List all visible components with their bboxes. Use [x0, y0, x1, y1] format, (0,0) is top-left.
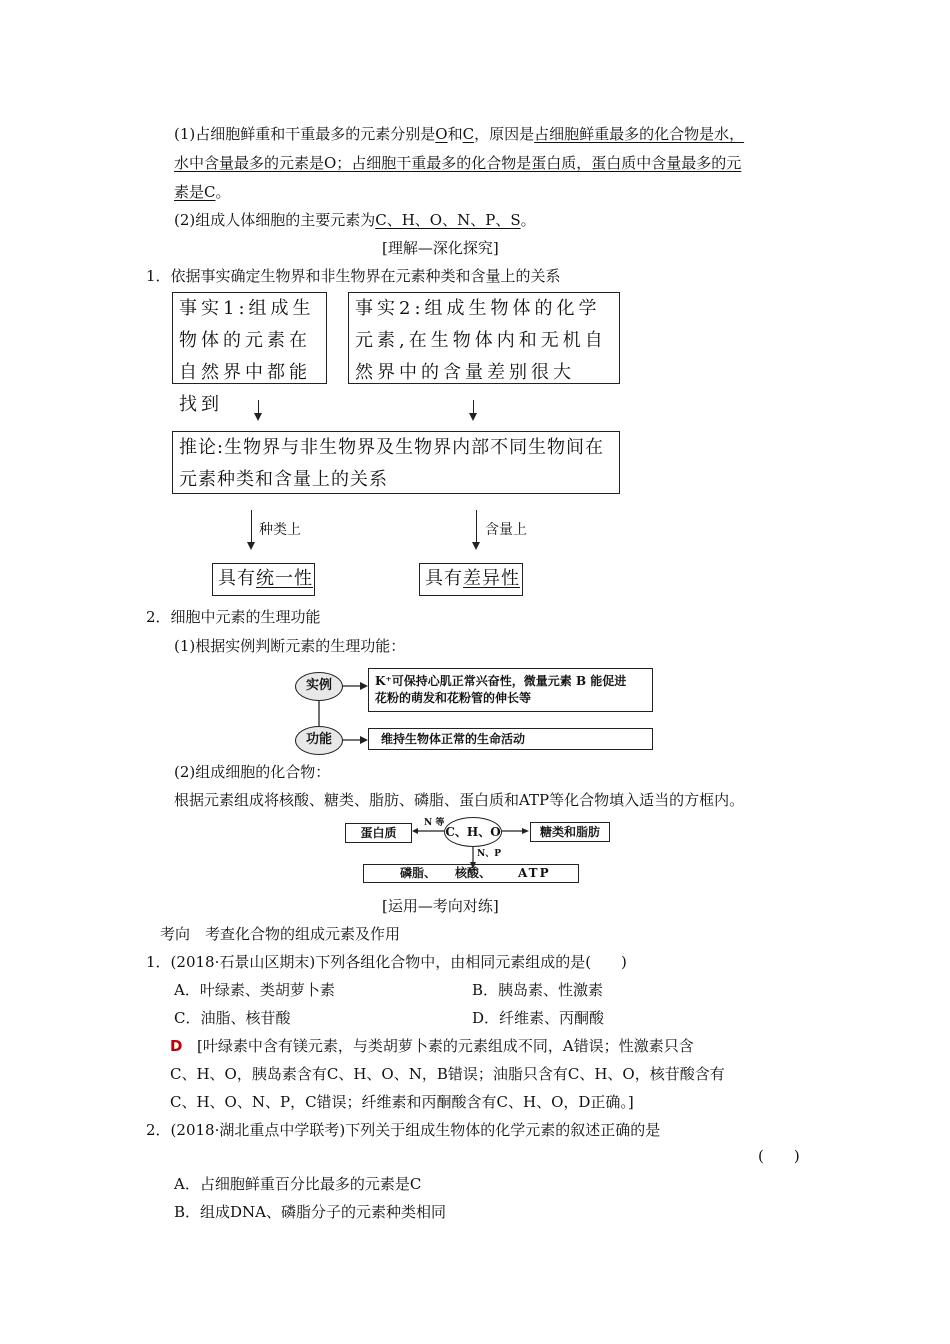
fact-2-box: 事实2:组成生物体的化学元素,在生物体内和无机自然界中的含量差别很大	[348, 292, 620, 384]
sugar-fat-box: 糖类和脂肪	[530, 822, 610, 842]
point-2-line: (2)组成人体细胞的主要元素为C、H、O、N、P、S。	[174, 211, 536, 229]
arrow-down-icon	[258, 400, 259, 415]
arrow-down-icon	[476, 510, 477, 544]
mcq-2-option-b: B．组成DNA、磷脂分子的元素种类相同	[174, 1203, 447, 1221]
mcq-1-option-b: B．胰岛素、性激素	[472, 981, 604, 999]
phospholipid-nucleic-atp-box: 磷脂、 核酸、 ATP	[363, 864, 579, 883]
section-heading-apply: [运用—考向对练]	[382, 897, 499, 915]
result-unity-box: 具有统一性	[212, 563, 315, 596]
n-etc-label: N 等	[424, 818, 445, 828]
label-kind: 种类上	[259, 522, 301, 538]
mcq-1-answer: D	[170, 1037, 183, 1055]
point-1-line-2: 水中含量最多的元素是O；占细胞干重最多的化合物是蛋白质，蛋白质中含量最多的元	[174, 154, 742, 172]
answer-c: C	[462, 125, 475, 143]
point-1-line-3: 素是C。	[174, 183, 231, 201]
mcq-1-explanation-3: C、H、O、N、P，C错误；纤维素和丙酮酸含有C、H、O，D正确。]	[170, 1093, 634, 1111]
example-node: 实例	[295, 672, 343, 701]
main-elements: C、H、O、N、P、S	[375, 211, 521, 229]
kaoxiang-heading: 考向 考查化合物的组成元素及作用	[160, 925, 401, 943]
mcq-2-stem: 2．(2018·湖北重点中学联考)下列关于组成生物体的化学元素的叙述正确的是	[146, 1121, 661, 1139]
q2-subtitle-2: (2)组成细胞的化合物：	[174, 763, 331, 781]
function-node: 功能	[295, 726, 343, 755]
chno-node: C、H、O	[444, 817, 502, 847]
example-text-box: K⁺可保持心肌正常兴奋性，微量元素 B 能促进 花粉的萌发和花粉管的伸长等	[368, 668, 653, 712]
mcq-1-option-d: D．纤维素、丙酮酸	[472, 1009, 605, 1027]
label-amount: 含量上	[485, 522, 527, 538]
mcq-2-answer-paren: ( )	[758, 1147, 800, 1165]
function-text-box: 维持生物体正常的生命活动	[368, 728, 653, 750]
question-2-title: 2．细胞中元素的生理功能	[146, 608, 321, 626]
arrow-down-icon	[473, 400, 474, 415]
question-1-title: 1．依据事实确定生物界和非生物界在元素种类和含量上的关系	[146, 267, 561, 285]
fact-1-box: 事实1:组成生物体的元素在自然界中都能找到	[172, 292, 327, 384]
mcq-1-option-c: C．油脂、核苷酸	[174, 1009, 291, 1027]
answer-o: O	[435, 125, 448, 143]
result-difference-box: 具有差异性	[419, 563, 523, 596]
mcq-1-option-a: A．叶绿素、类胡萝卜素	[174, 981, 335, 999]
answer-reason: 占细胞鲜重最多的化合物是水，	[534, 125, 745, 143]
mcq-1-explanation-1: [叶绿素中含有镁元素，与类胡萝卜素的元素组成不同，A错误；性激素只含	[197, 1037, 694, 1055]
protein-box: 蛋白质	[345, 823, 412, 843]
arrow-down-icon	[251, 510, 252, 544]
q2-subtitle-1: (1)根据实例判断元素的生理功能：	[174, 637, 406, 655]
point-1-line-1: (1)占细胞鲜重和干重最多的元素分别是O和C，原因是占细胞鲜重最多的化合物是水，	[174, 125, 745, 143]
inference-box: 推论:生物界与非生物界及生物界内部不同生物间在元素种类和含量上的关系	[172, 431, 620, 494]
mcq-1-stem: 1．(2018·石景山区期末)下列各组化合物中，由相同元素组成的是( )	[146, 953, 627, 971]
q2-subtitle-2-desc: 根据元素组成将核酸、糖类、脂肪、磷脂、蛋白质和ATP等化合物填入适当的方框内。	[174, 791, 745, 809]
mcq-1-explanation-2: C、H、O，胰岛素含有C、H、O、N，B错误；油脂只含有C、H、O，核苷酸含有	[170, 1065, 725, 1083]
mcq-2-option-a: A．占细胞鲜重百分比最多的元素是C	[174, 1175, 422, 1193]
np-label: N、P	[477, 849, 501, 859]
section-heading-understand: [理解—深化探究]	[382, 239, 499, 257]
